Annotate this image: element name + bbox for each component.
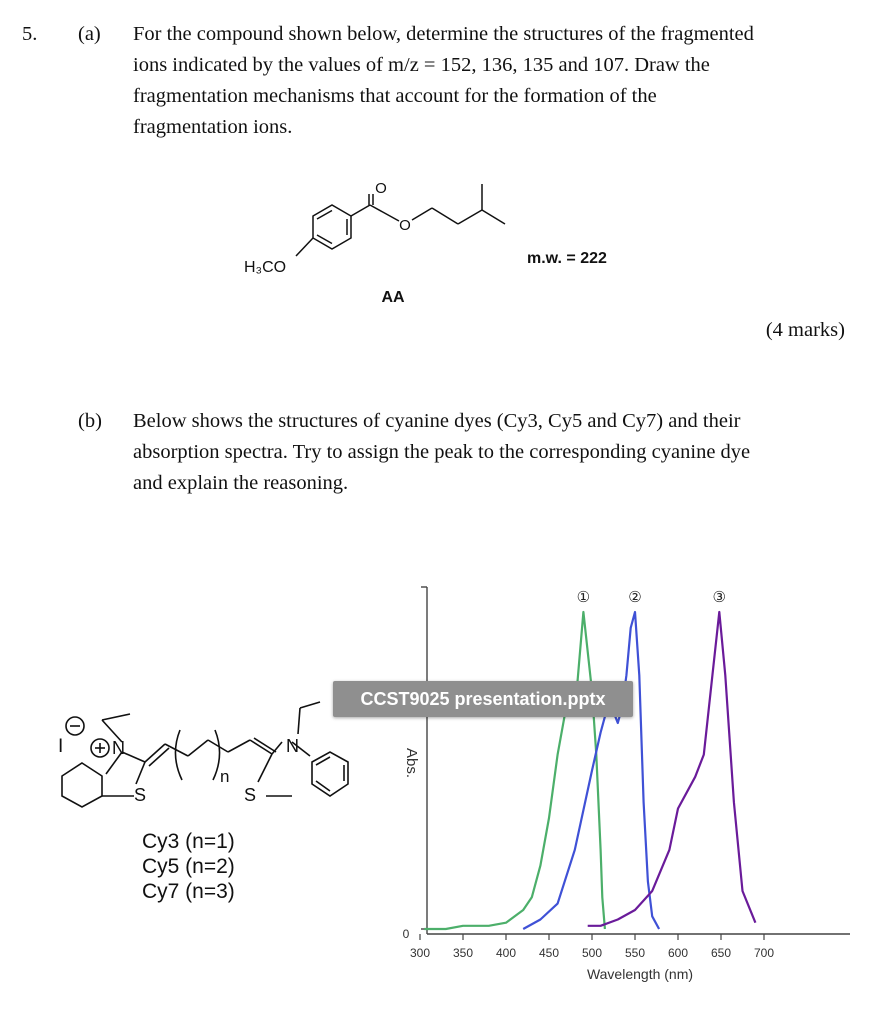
dye-label-cy7: Cy7 (n=3) — [142, 880, 235, 903]
iodide-label: I — [58, 736, 64, 757]
series-line-3 — [588, 612, 756, 926]
x-axis-label: Wavelength (nm) — [586, 966, 694, 982]
part-b-line-1: Below shows the structures of cyanine dyes (Cy3, Cy5 and Cy7) and their — [133, 410, 741, 432]
part-b-label: (b) — [78, 410, 102, 432]
methoxy-label: H₃CO — [244, 259, 287, 276]
question-number: 5. — [22, 23, 38, 45]
x-tick-label-300: 300 — [409, 946, 431, 960]
carbonyl-o: O — [375, 180, 387, 197]
x-tick-label-350: 350 — [452, 946, 474, 960]
x-tick-label-600: 600 — [667, 946, 689, 960]
x-tick-label-550: 550 — [624, 946, 646, 960]
compound-aa-structure — [0, 0, 895, 320]
ester-o: O — [399, 217, 411, 234]
nitrogen-right: N — [286, 736, 299, 756]
x-tick-label-700: 700 — [753, 946, 775, 960]
cyanine-dye-structure — [30, 700, 390, 840]
part-a-marks: (4 marks) — [765, 319, 845, 341]
part-b-text — [133, 406, 853, 499]
sulfur-right: S — [244, 785, 257, 805]
peak-marker-3: ③ — [712, 589, 727, 606]
part-b-line-3: and explain the reasoning. — [133, 472, 349, 494]
molecular-weight: m.w. = 222 — [527, 250, 607, 267]
series-line-2 — [523, 612, 659, 929]
x-tick-label-500: 500 — [581, 946, 603, 960]
peak-marker-1: ① — [576, 589, 591, 606]
part-a-line-2: ions indicated by the values of m/z = 152, 136, 135 and 107. Draw the — [133, 54, 710, 76]
filename-tooltip: CCST9025 presentation.pptx — [333, 681, 633, 717]
nitrogen-left: N — [112, 738, 125, 758]
series-line-1 — [424, 612, 605, 929]
repeat-n: n — [220, 767, 230, 786]
y-zero-label: 0 — [402, 927, 410, 941]
dye-label-cy3: Cy3 (n=1) — [142, 830, 235, 853]
part-a-line-3: fragmentation mechanisms that account for the formation of the — [133, 85, 657, 107]
peak-marker-2: ② — [628, 589, 642, 606]
part-a-label: (a) — [78, 23, 101, 45]
x-tick-label-650: 650 — [710, 946, 732, 960]
part-a-line-1: For the compound shown below, determine the structures of the fragmented — [133, 23, 754, 45]
part-a-line-4: fragmentation ions. — [133, 116, 293, 138]
compound-label: AA — [381, 289, 405, 306]
x-tick-label-400: 400 — [495, 946, 517, 960]
sulfur-left: S — [134, 785, 147, 805]
y-axis-label: Abs. — [403, 747, 420, 779]
x-tick-label-450: 450 — [538, 946, 560, 960]
chart-axes — [421, 587, 850, 934]
dye-label-cy5: Cy5 (n=2) — [142, 855, 235, 878]
part-b-line-2: absorption spectra. Try to assign the peak to the corresponding cyanine dye — [133, 441, 751, 463]
